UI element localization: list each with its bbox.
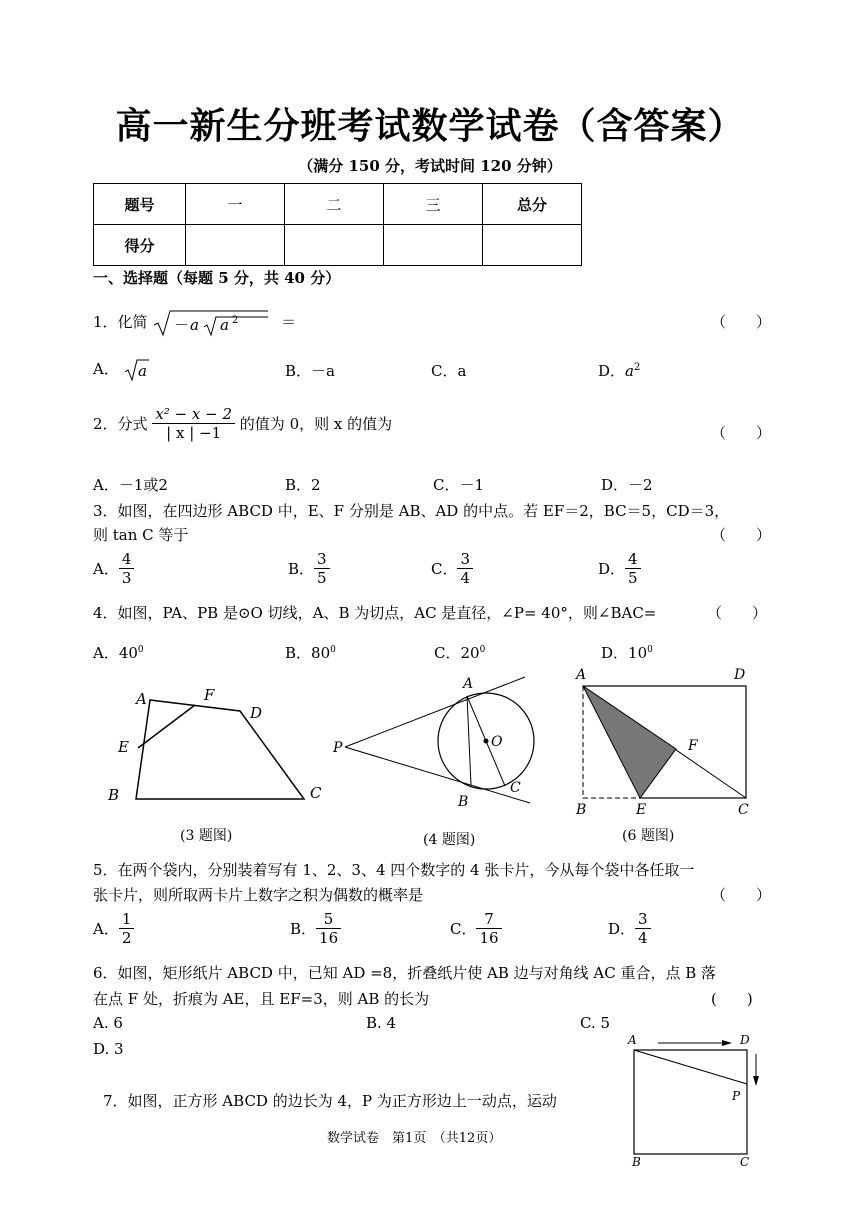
q1-suffix: ＝: [281, 313, 297, 331]
svg-text:E: E: [118, 738, 129, 756]
svg-text:C: C: [310, 784, 322, 802]
figure-6-caption: (6 题图): [622, 828, 675, 844]
table-cell: [483, 225, 582, 266]
question-2: 2．分式 $\frac{\text{x² − x − 2}}{| x | -1}$ 的值为 0，则 x 的值为: [93, 405, 393, 442]
table-cell: [186, 225, 285, 266]
page-subtitle: （满分 150 分，考试时间 120 分钟）: [298, 157, 562, 175]
table-cell: 总分: [483, 184, 582, 225]
page-title: 高一新生分班考试数学试卷（含答案）: [115, 106, 745, 147]
figure-3: [100, 680, 340, 810]
q6-option-d: D. 3: [93, 1040, 124, 1058]
q5-option-c: C． $\frac{7}{16}$: [450, 910, 502, 947]
svg-text:C: C: [510, 780, 521, 796]
svg-text:B: B: [458, 794, 469, 810]
table-cell: 二: [285, 184, 384, 225]
svg-text:D: D: [734, 667, 746, 683]
svg-text:A: A: [136, 690, 147, 708]
svg-text:C: C: [740, 1155, 750, 1169]
q2-option-b: B．2: [285, 476, 321, 494]
q5-option-a: A． $\frac{1}{2}$: [93, 910, 134, 947]
q2-option-c: C．－1: [433, 476, 485, 494]
section-heading: 一、选择题（每题 5 分，共 40 分）: [93, 269, 341, 287]
q6-option-a: A. 6: [93, 1014, 123, 1032]
q1-radical: [152, 309, 270, 337]
q6-option-b: B. 4: [366, 1014, 397, 1032]
q2-option-a: A．－1或2: [93, 476, 168, 494]
question-1: [93, 309, 296, 337]
svg-text:D: D: [740, 1033, 750, 1047]
q6-option-c: C. 5: [580, 1014, 611, 1032]
figure-3-caption: (3 题图): [180, 828, 233, 844]
q3-option-c: C． $\frac{3}{4}$: [431, 550, 473, 587]
question-6-line2: 在点 F 处，折痕为 AE，且 EF=3，则 AB 的长为: [93, 990, 430, 1008]
q1-option-c: C．a: [431, 362, 467, 380]
table-row: [94, 225, 582, 266]
svg-text:B: B: [632, 1155, 641, 1169]
answer-paren: （ ）: [707, 604, 768, 622]
q4-option-a: A．$40^0$: [93, 644, 144, 662]
table-cell: 一: [186, 184, 285, 225]
q1-option-b: B．－a: [285, 362, 335, 380]
table-cell: 题号: [94, 184, 186, 225]
svg-text:D: D: [250, 704, 263, 722]
svg-text:O: O: [491, 734, 503, 750]
svg-text:a: a: [137, 362, 147, 380]
q3-option-a: A． $\frac{4}{3}$: [93, 550, 134, 587]
svg-text:P: P: [333, 740, 343, 756]
svg-text:a: a: [220, 316, 230, 334]
q4-option-b: B．$80^0$: [285, 644, 336, 662]
q4-option-d: D．$10^0$: [601, 644, 653, 662]
question-5-line1: 5．在两个袋内，分别装着写有 1、2、3、4 四个数字的 4 张卡片，今从每个袋中各任取一: [93, 861, 695, 879]
table-cell: [285, 225, 384, 266]
q1-option-d: D．$a^2$: [598, 362, 641, 380]
q1-prefix: 1．化简: [93, 313, 148, 331]
answer-paren: （ ）: [711, 313, 772, 331]
question-4: 4．如图，PA、PB 是⊙O 切线，A、B 为切点，AC 是直径，∠P= 40°，则∠BAC=: [93, 604, 657, 622]
question-3-line1: 3．如图，在四边形 ABCD 中，E、F 分别是 AB、AD 的中点。若 EF＝2，BC＝5，CD＝3，: [93, 502, 730, 520]
svg-text:F: F: [204, 686, 215, 704]
q4-option-c: C．$20^0$: [434, 644, 486, 662]
score-table: [93, 183, 582, 266]
table-cell: [384, 225, 483, 266]
svg-text:B: B: [576, 802, 587, 818]
svg-text:E: E: [636, 802, 647, 818]
answer-paren: （ ）: [711, 886, 772, 904]
figure-4: [325, 672, 555, 812]
q3-option-d: D． $\frac{4}{5}$: [598, 550, 641, 587]
svg-text:A: A: [576, 667, 587, 683]
figure-7: [622, 1030, 770, 1170]
svg-text:C: C: [738, 802, 749, 818]
question-3-line2: 则 tan C 等于: [93, 526, 189, 544]
svg-text:F: F: [688, 738, 698, 754]
table-cell: 得分: [94, 225, 186, 266]
q1-option-a: A． a: [93, 358, 150, 382]
question-6-line1: 6．如图，矩形纸片 ABCD 中，已知 AD =8，折叠纸片使 AB 边与对角线 AC 重合，点 B 落: [93, 964, 717, 982]
svg-text:A: A: [463, 676, 474, 692]
q3-option-b: B． $\frac{3}{5}$: [288, 550, 330, 587]
question-5-line2: 张卡片，则所取两卡片上数字之积为偶数的概率是: [93, 886, 424, 904]
page-footer: 数学试卷 第1页 （共12页）: [327, 1131, 502, 1146]
svg-text:－: －: [174, 316, 190, 334]
table-cell: 三: [384, 184, 483, 225]
answer-paren: （ ）: [711, 526, 772, 544]
figure-4-caption: (4 题图): [423, 832, 476, 848]
answer-paren: （ ）: [711, 424, 772, 442]
table-row: [94, 184, 582, 225]
q2-option-d: D．－2: [601, 476, 653, 494]
svg-text:P: P: [732, 1089, 741, 1103]
q5-option-d: D． $\frac{3}{4}$: [608, 910, 651, 947]
svg-text:a: a: [190, 316, 200, 334]
answer-paren: ( ): [711, 990, 753, 1008]
q5-option-b: B． $\frac{5}{16}$: [290, 910, 341, 947]
figure-6: [570, 662, 760, 822]
svg-text:2: 2: [232, 315, 239, 326]
svg-text:A: A: [628, 1033, 637, 1047]
svg-text:B: B: [108, 786, 120, 804]
question-7: 7．如图，正方形 ABCD 的边长为 4，P 为正方形边上一动点，运动: [103, 1092, 557, 1110]
